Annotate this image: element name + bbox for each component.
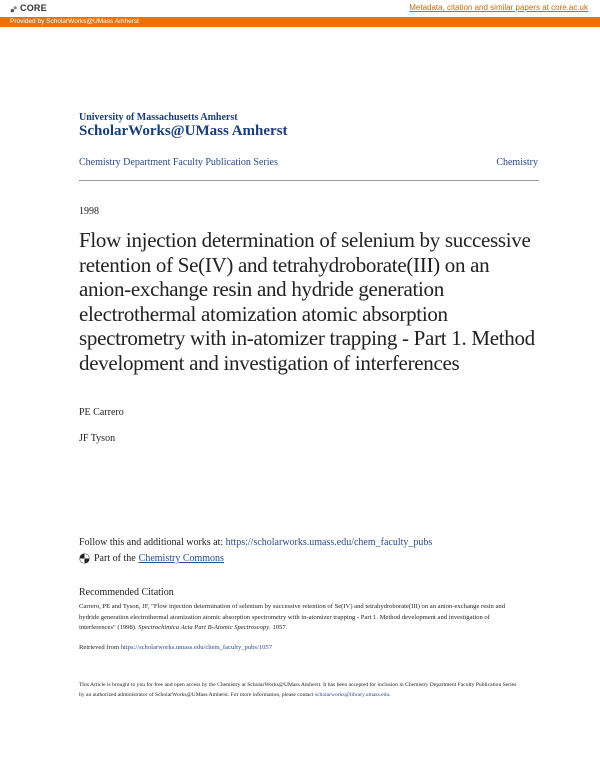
retrieved-line (79, 644, 272, 651)
publication-year: 1998 (79, 206, 99, 217)
notice-end: . (389, 692, 391, 699)
provided-by-text: Provided by ScholarWorks@UMass Amherst (10, 18, 139, 25)
core-logo-icon (10, 5, 18, 13)
repository-name: ScholarWorks@UMass Amherst (79, 123, 288, 139)
author-name: PE Carrero (79, 407, 124, 418)
retrieved-label: Retrieved from (79, 644, 121, 651)
follow-line (79, 537, 432, 548)
access-notice (79, 680, 519, 700)
institution-name: University of Massachusetts Amherst (79, 112, 238, 123)
core-logo-text: CORE (20, 3, 47, 13)
citation-text (79, 602, 519, 634)
department-link[interactable]: Chemistry (496, 157, 538, 168)
collection-url-link[interactable]: https://scholarworks.umass.edu/chem_faculty_pubs (225, 537, 433, 548)
citation-main: Carrero, PE and Tyson, JF, "Flow injection determination of selenium by successive retention of Se(IV) and tetrahydroborate(III) on an anion-exchange resin and hydride generation electrothermal atomization atomic absorption spectrometry with in-atomizer trapping - Part 1. Method development and investigation of interferences" (1998). (79, 603, 506, 631)
provider-bar (0, 17, 600, 27)
divider (79, 180, 539, 181)
part-of-line (79, 553, 224, 564)
follow-label: Follow this and additional works at: (79, 537, 226, 548)
chemistry-commons-link[interactable]: Chemistry Commons (138, 553, 224, 564)
core-metadata-link[interactable]: Metadata, citation and similar papers at core.ac.uk (409, 3, 588, 12)
part-of-label: Part of the (94, 553, 136, 564)
network-commons-icon (79, 553, 90, 564)
paper-title: Flow injection determination of selenium by successive retention of Se(IV) and tetrahydroborate(III) on an anion-exchange resin and hydride generation electrothermal atomization atomic absorption spectrometry with in-atomizer trapping - Part 1. Method development and investigation of interferences (79, 228, 535, 375)
author-name: JF Tyson (79, 433, 116, 444)
citation-journal: Spectrochimica Acta Part B-Atomic Spectroscopy (138, 624, 270, 631)
notice-text: This Article is brought to you for free and open access by the Chemistry at ScholarWorks@UMass Amherst. It has been accepted for inclusion in Chemistry Department Faculty Publication Series by an authorized administrator of ScholarWorks@UMass Amherst. For more information, please contact (79, 682, 517, 699)
contact-email-link[interactable]: scholarworks@library.umass.edu (314, 692, 390, 699)
citation-tail: . 1057. (269, 624, 288, 631)
retrieved-url-link[interactable]: https://scholarworks.umass.edu/chem_faculty_pubs/1057 (120, 644, 273, 651)
recommended-citation-heading: Recommended Citation (79, 587, 174, 598)
series-link[interactable]: Chemistry Department Faculty Publication Series (79, 157, 278, 168)
core-logo[interactable] (10, 3, 47, 13)
